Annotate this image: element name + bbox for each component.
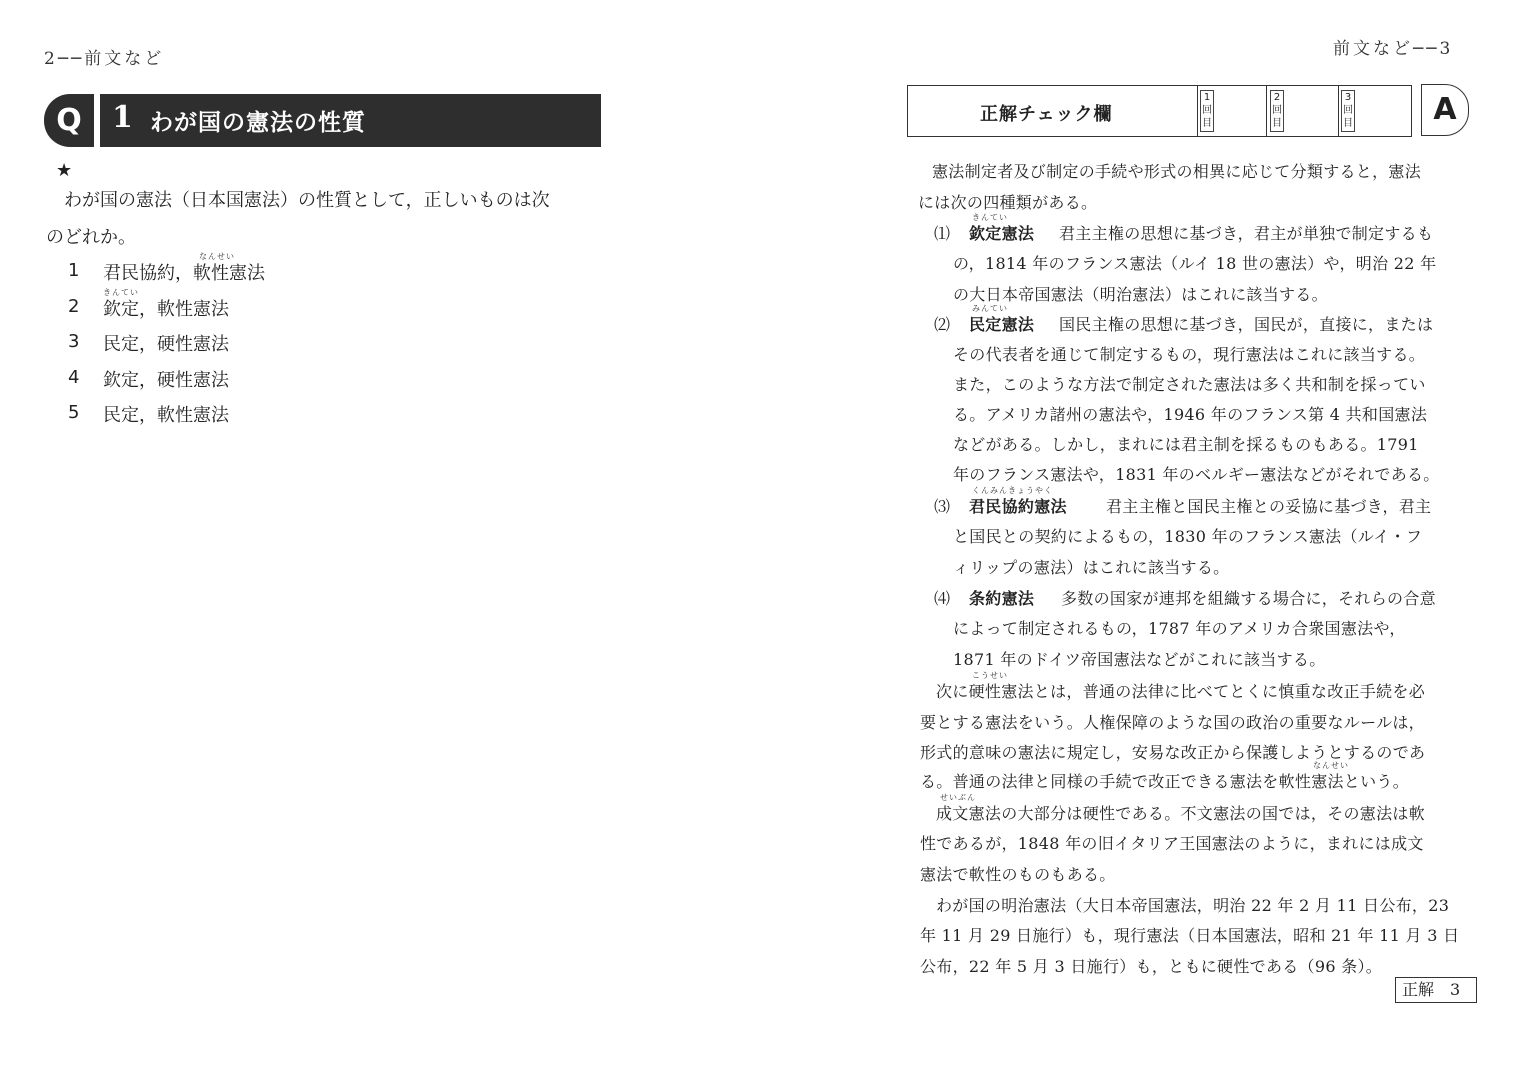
- item-2-line-c: また，このような方法で制定された憲法は多く共和制を採ってい: [953, 375, 1426, 394]
- para-3-line-b: 性であるが，1848 年の旧イタリア王国憲法のように，まれには成文: [920, 834, 1424, 853]
- round-1-label: 1回目: [1200, 90, 1214, 132]
- item-3-line-c: ィリップの憲法）はこれに該当する。: [953, 558, 1230, 577]
- question-text-line-1: わが国の憲法（日本国憲法）の性質として，正しいものは次: [64, 190, 550, 211]
- option-2-text: 欽定，軟性憲法: [103, 299, 229, 320]
- option-1-number: 1: [68, 260, 80, 281]
- item-1-line-b: の，1814 年のフランス憲法（ルイ 18 世の憲法）や，明治 22 年: [953, 254, 1437, 273]
- question-title-background: [100, 94, 601, 147]
- item-2-label: ⑵: [934, 315, 951, 334]
- left-page-header: 2──前文など: [44, 49, 165, 69]
- question-badge: Q: [44, 94, 94, 147]
- para-4-line-a: わが国の明治憲法（大日本帝国憲法，明治 22 年 2 月 11 日公布，23: [936, 896, 1450, 915]
- option-4-number: 4: [68, 367, 80, 388]
- item-3-line-a: 君主主権と国民主権との妥協に基づき，君主: [1106, 497, 1432, 516]
- question-title: わが国の憲法の性質: [150, 109, 366, 136]
- question-title-bar: [44, 94, 601, 147]
- para-4-line-c: 公布，22 年 5 月 3 日施行）も，ともに硬性である（96 条）。: [920, 957, 1383, 976]
- item-3-term: 君民協約憲法: [969, 497, 1067, 516]
- ruby-kintei: きんてい: [972, 213, 1008, 222]
- intro-line-2: には次の四種類がある。: [918, 193, 1098, 212]
- item-2-line-a: 国民主権の思想に基づき，国民が，直接に，または: [1059, 315, 1434, 334]
- ruby-mintei: みんてい: [972, 304, 1008, 313]
- check-divider: [1266, 86, 1267, 136]
- difficulty-star: ★: [56, 160, 73, 181]
- item-4-label: ⑷: [934, 589, 951, 608]
- item-2-line-e: などがある。しかし，まれには君主制を採るものもある。1791: [953, 435, 1419, 454]
- option-5-number: 5: [68, 402, 80, 423]
- right-page-header: 前文など──3: [1333, 39, 1454, 59]
- question-text-line-2: のどれか。: [46, 227, 136, 248]
- para-2-line-d: る。普通の法律と同様の手続で改正できる憲法を軟性憲法という。: [920, 772, 1410, 791]
- item-3-line-b: と国民との契約によるもの，1830 年のフランス憲法（ルイ・フ: [953, 527, 1423, 546]
- check-divider: [1338, 86, 1339, 136]
- item-2-term: 民定憲法: [969, 315, 1035, 334]
- para-4-line-b: 年 11 月 29 日施行）も，現行憲法（日本国憲法，昭和 21 年 11 月 3 日: [920, 926, 1460, 945]
- item-4-term: 条約憲法: [969, 589, 1035, 608]
- option-3-text: 民定，硬性憲法: [103, 334, 229, 355]
- option-2-ruby: きんてい: [103, 288, 139, 297]
- item-1-term: 欽定憲法: [969, 224, 1035, 243]
- item-1-line-c: の大日本帝国憲法（明治憲法）はこれに該当する。: [953, 285, 1328, 304]
- option-1-text: 君民協約，軟性憲法: [103, 263, 265, 284]
- ruby-kousei: こうせい: [972, 671, 1008, 680]
- para-3-line-a: 成文憲法の大部分は硬性である。不文憲法の国では，その憲法は軟: [936, 804, 1426, 823]
- round-3-label: 3回目: [1341, 90, 1355, 132]
- item-3-label: ⑶: [934, 497, 951, 516]
- para-2-line-a: 次に硬性憲法とは，普通の法律に比べてとくに慎重な改正手続を必: [936, 682, 1426, 701]
- option-2-number: 2: [68, 296, 80, 317]
- check-divider: [1197, 86, 1198, 136]
- item-4-line-a: 多数の国家が連邦を組織する場合に，それらの合意: [1061, 589, 1436, 608]
- item-4-line-c: 1871 年のドイツ帝国憲法などがこれに該当する。: [953, 650, 1326, 669]
- item-2-line-b: その代表者を通じて制定するもの，現行憲法はこれに該当する。: [953, 345, 1426, 364]
- ruby-nansei: なんせい: [1313, 761, 1349, 770]
- para-3-line-c: 憲法で軟性のものもある。: [920, 865, 1116, 884]
- item-2-line-f: 年のフランス憲法や，1831 年のベルギー憲法などがそれである。: [953, 465, 1440, 484]
- option-3-number: 3: [68, 331, 80, 352]
- option-5-text: 民定，軟性憲法: [103, 405, 229, 426]
- question-number: 1: [112, 100, 133, 135]
- para-2-line-c: 形式的意味の憲法に規定し，安易な改正から保護しようとするのであ: [920, 743, 1426, 762]
- check-box-title: 正解チェック欄: [980, 104, 1113, 125]
- item-2-line-d: る。アメリカ諸州の憲法や，1946 年のフランス第 4 共和国憲法: [953, 405, 1428, 424]
- round-2-label: 2回目: [1270, 90, 1284, 132]
- option-4-text: 欽定，硬性憲法: [103, 370, 229, 391]
- para-2-line-b: 要とする憲法をいう。人権保障のような国の政治の重要なルールは，: [920, 713, 1425, 732]
- answer-check-box: [907, 85, 1412, 137]
- item-1-line-a: 君主主権の思想に基づき，君主が単独で制定するも: [1059, 224, 1434, 243]
- item-1-label: ⑴: [934, 224, 951, 243]
- intro-line-1: 憲法制定者及び制定の手続や形式の相異に応じて分類すると，憲法: [932, 162, 1422, 181]
- option-1-ruby: なんせい: [199, 252, 235, 261]
- final-answer-box: 正解 3: [1395, 977, 1477, 1003]
- ruby-kunmin: くんみんきょうやく: [972, 486, 1053, 495]
- item-4-line-b: によって制定されるもの，1787 年のアメリカ合衆国憲法や，: [953, 619, 1406, 638]
- ruby-seibun: せいぶん: [940, 793, 976, 802]
- answer-badge: A: [1421, 84, 1469, 136]
